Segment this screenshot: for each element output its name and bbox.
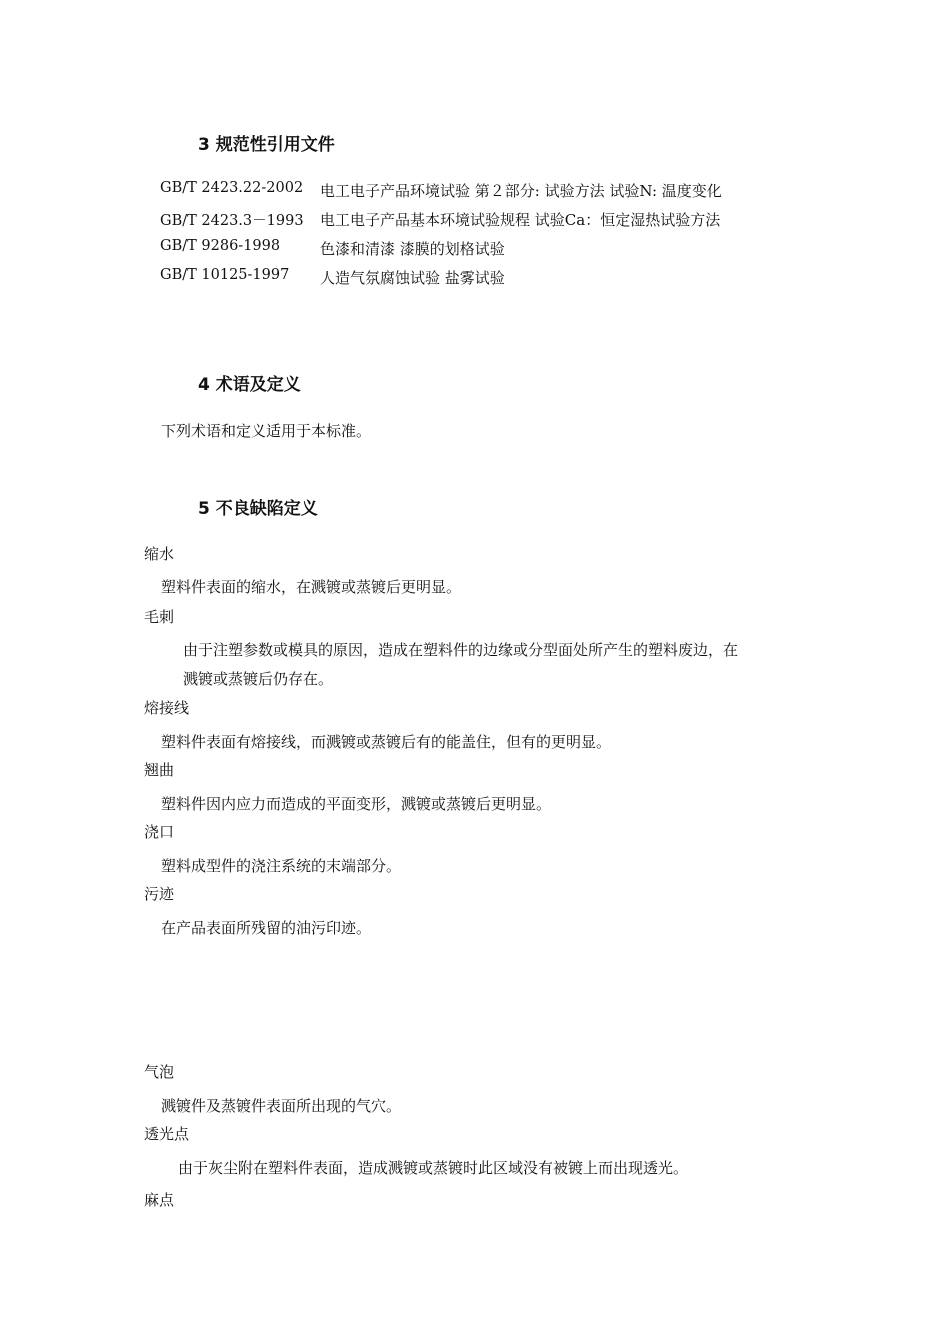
defect-term: 气泡 (144, 1063, 175, 1081)
reference-code: GB/T 2423.22-2002 (160, 180, 304, 196)
defect-term: 污迹 (144, 885, 175, 903)
defect-description: 由于灰尘附在塑料件表面，造成溅镀或蒸镀时此区域没有被镀上而出现透光。 (178, 1159, 689, 1177)
reference-title: 电工电子产品基本环境试验规程 试验Ca：恒定湿热试验方法 (320, 211, 721, 229)
defect-description: 塑料成型件的浇注系统的末端部分。 (161, 857, 402, 875)
section-3-heading: 3 规范性引用文件 (198, 135, 335, 155)
section-5-heading: 5 不良缺陷定义 (198, 499, 318, 519)
reference-title: 电工电子产品环境试验 第２部分: 试验方法 试验N: 温度变化 (320, 182, 722, 200)
defect-description: 塑料件因内应力而造成的平面变形，溅镀或蒸镀后更明显。 (161, 795, 552, 813)
defect-term: 浇口 (144, 823, 175, 841)
section-4-text: 下列术语和定义适用于本标准。 (161, 422, 372, 440)
section-4-heading: 4 术语及定义 (198, 375, 301, 395)
defect-term: 缩水 (144, 545, 175, 563)
defect-description: 在产品表面所残留的油污印迹。 (161, 919, 372, 937)
defect-term: 麻点 (144, 1191, 175, 1209)
reference-code: GB/T 9286-1998 (160, 238, 281, 254)
defect-term: 翘曲 (144, 761, 175, 779)
defect-description-continued: 溅镀或蒸镀后仍存在。 (183, 670, 334, 688)
reference-code: GB/T 10125-1997 (160, 267, 290, 283)
reference-code: GB/T 2423.3－1993 (160, 213, 304, 229)
reference-title: 色漆和清漆 漆膜的划格试验 (320, 240, 505, 258)
defect-term: 透光点 (144, 1125, 190, 1143)
defect-description: 溅镀件及蒸镀件表面所出现的气穴。 (161, 1097, 402, 1115)
defect-description: 塑料件表面的缩水，在溅镀或蒸镀后更明显。 (161, 578, 462, 596)
defect-term: 毛刺 (144, 608, 175, 626)
defect-description: 塑料件表面有熔接线，而溅镀或蒸镀后有的能盖住，但有的更明显。 (161, 733, 612, 751)
defect-term: 熔接线 (144, 699, 190, 717)
defect-description: 由于注塑参数或模具的原因，造成在塑料件的边缘或分型面处所产生的塑料废边，在 (183, 641, 739, 659)
reference-title: 人造气氛腐蚀试验 盐雾试验 (320, 269, 505, 287)
